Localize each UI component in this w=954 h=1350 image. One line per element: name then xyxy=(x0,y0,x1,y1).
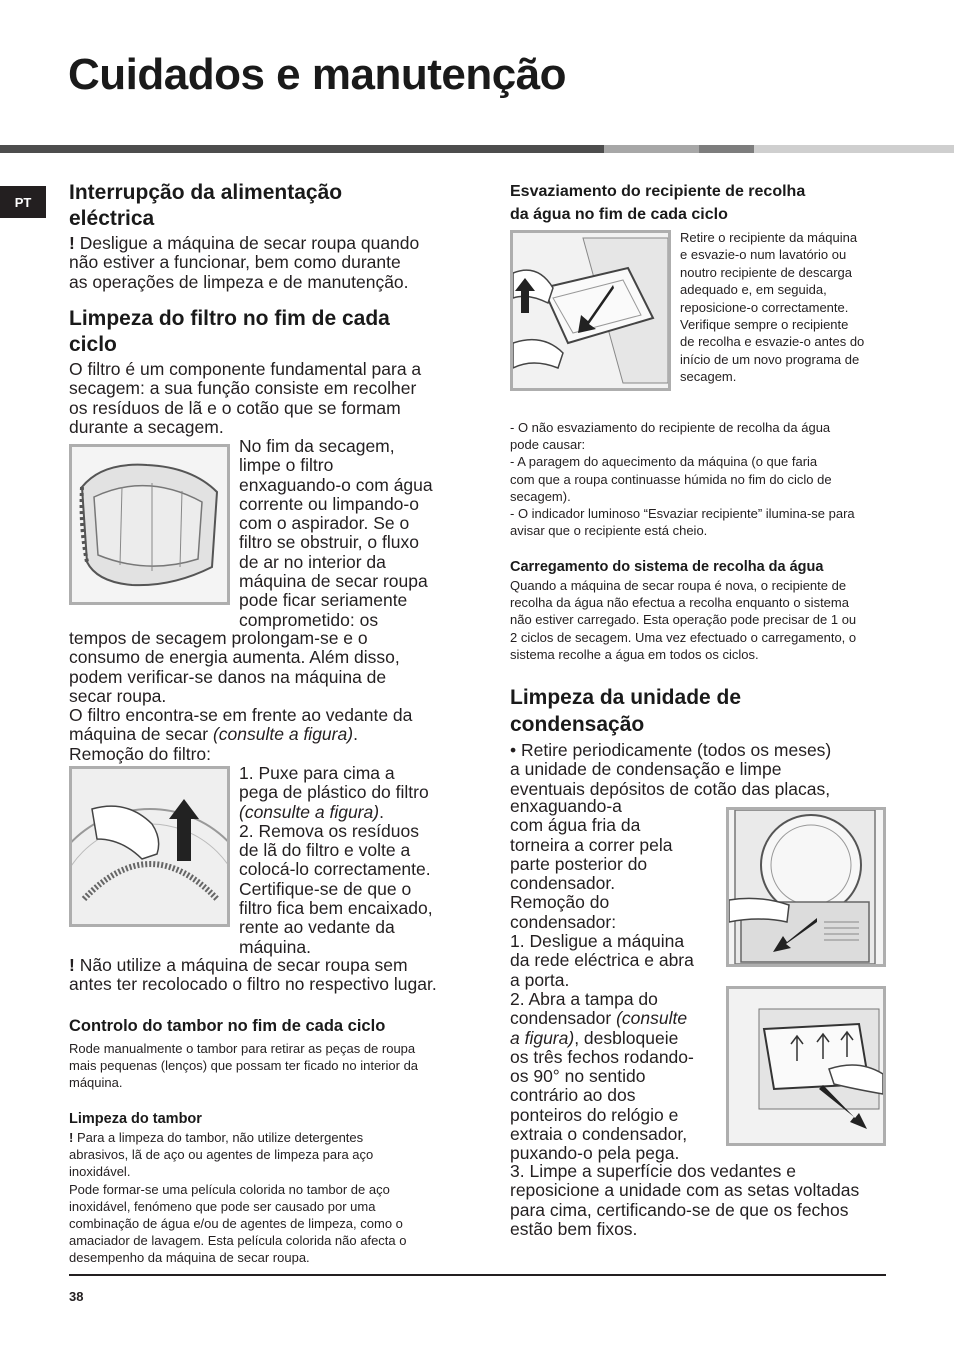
power-section xyxy=(69,180,449,292)
condenser-steps: enxaguando-a com água fria da torneira a correr pela parte posterior do condensador. Remoção do condensador: 1. Desligue a máquina da rede eléctrica e abra a porta. 2. Abra a tampa do condensador (consulte a figura), desbloqueie os três fechos rodando- os 90° no sentido contrário ao dos ponteiros do relógio e extraia o condensador, puxando-o pela pega. xyxy=(510,796,694,1164)
drum-check-text: Rode manualmente o tambor para retirar as peças de roupa mais pequenas (lenços) que possam ter ficado no interior da máquina. xyxy=(69,1041,419,1091)
drum-clean-text: ! Para a limpeza do tambor, não utilize detergentes abrasivos, lã de aço ou agentes de limpeza para aço inoxidável. Pode formar-se uma película colorida no tambor de aço inoxidável, fenómeno que pode ser causado por uma combinação de água e/ou de agentes de limpeza, como o amaciador de lavagem. Esta película colorida não afecta o desempenho da máquina de secar roupa. xyxy=(69,1130,407,1266)
drum-check-section xyxy=(69,1015,459,1092)
drum-check-title: Controlo do tambor no fim de cada ciclo xyxy=(69,1017,386,1035)
filter-removal-steps: 1. Puxe para cima a pega de plástico do filtro (consulte a figura). 2. Remova os resíduos de lã do filtro e volte a colocá-lo correctamente. Certifique-se de que o filtro fica bem encaixado, rente ao vedante da máquina. xyxy=(239,763,433,957)
container-section xyxy=(510,180,900,226)
filter-text-continued: tempos de secagem prolongam-se e o consumo de energia aumenta. Além disso, podem verificar-se danos na máquina de secar roupa. O filtro encontra-se em frente ao vedante da máquina de secar (consulte a figura). Remoção do filtro: xyxy=(69,628,413,764)
condenser-section xyxy=(510,684,900,799)
filter-warning: ! Não utilize a máquina de secar roupa sem antes ter recolocado o filtro no respectivo lugar. xyxy=(69,955,437,995)
loading-section xyxy=(510,558,900,663)
warning-icon: ! xyxy=(69,233,75,253)
condenser-final-step: 3. Limpe a superfície dos vedantes e reposicione a unidade com as setas voltadas para cima, certificando-se de que os fechos estão bem fixos. xyxy=(510,1161,860,1239)
container-side-text: Retire o recipiente da máquina e esvazie-o num lavatório ou noutro recipiente de descarga adequado e, em seguida, reposicione-o correctamente. Verifique sempre o recipiente de recolha e esvazie-o antes do início de um novo programa de secagem. xyxy=(680,230,865,385)
condenser-unit-figure xyxy=(726,986,886,1146)
warning-icon: ! xyxy=(69,1130,74,1145)
power-title: Interrupção da alimentação eléctrica xyxy=(69,181,343,230)
condenser-intro: • Retire periodicamente (todos os meses) a unidade de condensação e limpe eventuais depósitos de cotão das placas, xyxy=(510,740,832,799)
condenser-title: Limpeza da unidade de condensação xyxy=(510,686,742,736)
language-badge: PT xyxy=(0,186,46,218)
power-text: ! Desligue a máquina de secar roupa quando não estiver a funcionar, bem como durante as operações de limpeza e de manutenção. xyxy=(69,233,420,292)
filter-section xyxy=(69,306,449,437)
header-rule-dark xyxy=(0,145,604,153)
page-number: 38 xyxy=(69,1289,84,1304)
loading-title: Carregamento do sistema de recolha da água xyxy=(510,559,824,575)
filter-figure xyxy=(69,444,230,605)
water-container-figure xyxy=(510,230,671,391)
header-rule-light xyxy=(754,145,954,153)
container-title: Esvaziamento do recipiente de recolha da água no fim de cada ciclo xyxy=(510,183,806,223)
footer-rule xyxy=(69,1274,886,1276)
container-consequences: - O não esvaziamento do recipiente de recolha da água pode causar: - A paragem do aquecimento da máquina (o que faria com que a roupa continuasse húmida no fim do ciclo de secagem). - O indicador luminoso “Esvaziar recipiente” ilumina-se para avisar que o recipiente está cheio. xyxy=(510,420,855,539)
filter-text-wrap: No fim da secagem, limpe o filtro enxaguando-o com água corrente ou limpando-o com o aspirador. Se o filtro se obstruir, o fluxo de ar no interior da máquina de secar roupa pode ficar seriamente comprometido: os xyxy=(239,436,433,630)
filter-removal-figure xyxy=(69,766,230,927)
header-rule-dark-segment xyxy=(699,145,754,153)
warning-icon: ! xyxy=(69,955,75,975)
filter-intro: O filtro é um componente fundamental para a secagem: a sua função consiste em recolher os resíduos de lã e o cotão que se formam durante a secagem. xyxy=(69,359,422,437)
header-rule-mid xyxy=(604,145,699,153)
filter-title: Limpeza do filtro no fim de cada ciclo xyxy=(69,307,390,356)
drum-clean-title: Limpeza do tambor xyxy=(69,1111,202,1127)
condenser-door-figure xyxy=(726,807,886,967)
drum-clean-section xyxy=(69,1110,459,1267)
page-title: Cuidados e manutenção xyxy=(68,50,567,99)
loading-text: Quando a máquina de secar roupa é nova, o recipiente de recolha da água não efectua a recolha enquanto o sistema não estiver carregado. Esta operação pode precisar de 1 ou 2 ciclos de secagem. Uma vez efectuado o carregamento, o sistema recolhe a água em todos os ciclos. xyxy=(510,578,857,662)
